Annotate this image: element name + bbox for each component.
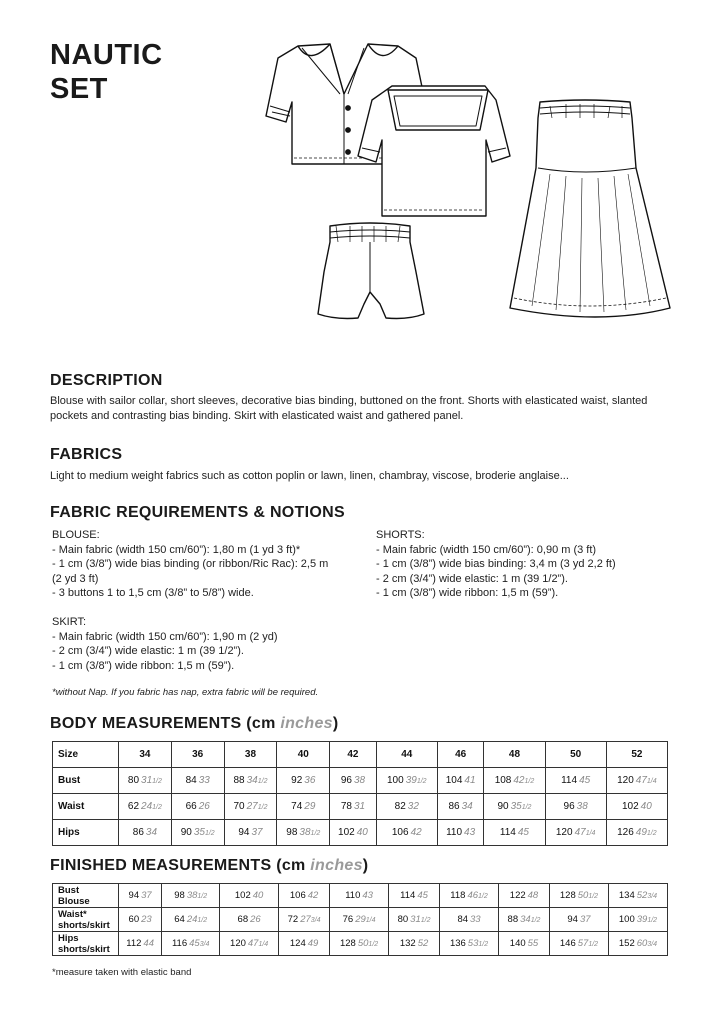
inch-value: 55: [527, 938, 539, 949]
garment-illustrations: [260, 36, 680, 346]
measurement-cell: [330, 884, 389, 908]
cm-value: 112: [126, 938, 142, 949]
measurement-cell: [277, 794, 330, 820]
inch-fraction: 1/2: [257, 778, 268, 785]
cm-value: 132: [399, 938, 416, 949]
measurement-cell: [440, 884, 499, 908]
finished-measurements-table: [52, 883, 668, 956]
measurement-cell: [220, 908, 279, 932]
cm-value: 126: [617, 827, 634, 838]
measurement-cell: [376, 768, 437, 794]
inch-value: 36: [304, 775, 316, 786]
inch-fraction: 1/2: [420, 917, 431, 924]
inch-value: 49: [307, 938, 319, 949]
blouse-line: - 3 buttons 1 to 1,5 cm (3/8” to 5/8”) wide.: [52, 587, 254, 599]
blouse-line: BLOUSE:: [52, 529, 100, 541]
measurement-cell: [606, 768, 667, 794]
blouse-requirements: [52, 528, 328, 601]
row-label-line: Waist*: [58, 908, 87, 920]
size-cell: 44: [376, 742, 437, 768]
measurement-cell: [279, 908, 330, 932]
measurement-cell: [606, 794, 667, 820]
measurement-cell: [279, 932, 330, 956]
measurement-cell: [330, 768, 377, 794]
inch-value: 31: [353, 801, 366, 812]
cm-value: 70: [233, 801, 245, 812]
title-line-1: NAUTIC: [50, 39, 163, 71]
measurement-cell: [119, 794, 172, 820]
table-row: [53, 932, 668, 956]
inch-fraction: 1/2: [257, 804, 268, 811]
inch-fraction: 1/2: [530, 917, 541, 924]
inch-value: 39: [405, 775, 417, 786]
size-cell: 40: [277, 742, 330, 768]
cm-value: 114: [499, 827, 516, 838]
cm-value: 88: [233, 775, 245, 786]
measurement-cell: [330, 908, 389, 932]
measurement-cell: [224, 820, 277, 846]
inch-fraction: 1/2: [152, 778, 162, 785]
measurement-cell: [162, 884, 220, 908]
measurement-cell: [119, 932, 162, 956]
inch-fraction: 3/4: [310, 917, 321, 924]
inch-value: 47: [247, 938, 259, 949]
cm-value: 140: [509, 938, 526, 949]
measurement-cell: [437, 768, 484, 794]
inch-value: 24: [141, 801, 153, 812]
cm-value: 152: [618, 938, 635, 949]
cm-value: 98: [286, 827, 298, 838]
inch-fraction: 1/2: [647, 917, 658, 924]
inch-value: 38: [576, 801, 588, 812]
finished-unit-cm: (cm: [276, 857, 306, 874]
cm-value: 82: [394, 801, 406, 812]
cm-value: 104: [445, 775, 463, 786]
cm-value: 146: [559, 938, 576, 949]
inch-value: 33: [470, 914, 481, 925]
measurement-cell: [279, 884, 330, 908]
cm-value: 100: [618, 914, 635, 925]
table-row: [53, 908, 668, 932]
inch-value: 38: [299, 827, 311, 838]
cm-value: 110: [345, 890, 361, 901]
shorts-requirements: [376, 528, 616, 601]
shorts-line: - Main fabric (width 150 cm/60”): 0,90 m (3 ft): [376, 543, 597, 556]
blouse-line: (2 yd 3 ft): [52, 572, 99, 585]
measurement-cell: [376, 820, 437, 846]
body-unit-inches: inches: [280, 715, 333, 732]
measurement-cell: [437, 794, 484, 820]
size-cell: 46: [437, 742, 484, 768]
inch-value: 26: [250, 914, 261, 925]
requirements-heading: FABRIC REQUIREMENTS & NOTIONS: [50, 504, 345, 521]
measurement-cell: [277, 768, 330, 794]
cm-value: 80: [127, 775, 140, 786]
row-label-line: shorts/skirt: [58, 919, 110, 931]
finished-footnote: *measure taken with elastic band: [52, 967, 192, 978]
inch-value: 34: [461, 801, 473, 812]
measurement-cell: [119, 768, 172, 794]
inch-value: 39: [636, 914, 648, 925]
skirt-drawing: [510, 100, 670, 317]
table-row: [53, 794, 668, 820]
skirt-requirements: [52, 615, 278, 673]
inch-fraction: 1/2: [478, 941, 489, 948]
body-unit-cm: (cm: [246, 715, 276, 732]
inch-value: 45: [417, 890, 428, 901]
measurement-cell: [119, 884, 162, 908]
cm-value: 88: [507, 914, 519, 925]
cm-value: 60: [128, 914, 140, 925]
inch-value: 45: [189, 938, 200, 949]
cm-value: 102: [338, 827, 355, 838]
inch-value: 40: [640, 801, 652, 812]
cm-value: 94: [567, 914, 578, 925]
size-label: Size: [53, 742, 119, 768]
size-cell: 48: [484, 742, 545, 768]
inch-value: 35: [193, 827, 205, 838]
measurement-cell: [545, 820, 606, 846]
cm-value: 102: [621, 801, 639, 812]
measurement-cell: [162, 908, 220, 932]
inch-fraction: 1/2: [197, 893, 208, 900]
measurement-cell: [550, 908, 609, 932]
blouse-back-drawing: [358, 86, 510, 216]
cm-value: 114: [400, 890, 416, 901]
cm-value: 94: [238, 827, 250, 838]
cm-value: 98: [174, 890, 185, 901]
inch-value: 53: [467, 938, 479, 949]
inch-value: 45: [579, 775, 591, 786]
measurement-cell: [499, 908, 550, 932]
measurement-cell: [171, 820, 224, 846]
pattern-title: [50, 38, 163, 106]
inch-value: 46: [467, 890, 479, 901]
inch-fraction: 1/4: [585, 830, 596, 837]
measurement-cell: [550, 932, 609, 956]
inch-value: 27: [246, 801, 258, 812]
inch-value: 41: [464, 775, 476, 786]
blouse-line: - 1 cm (3/8”) wide bias binding (or ribbon/Ric Rac): 2,5 m: [52, 558, 329, 570]
cm-value: 120: [555, 827, 573, 838]
inch-value: 50: [577, 890, 589, 901]
description-heading: DESCRIPTION: [50, 372, 163, 389]
table-row: [53, 768, 668, 794]
cm-value: 90: [180, 827, 192, 838]
skirt-line: - 1 cm (3/8”) wide ribbon: 1,5 m (59”).: [52, 659, 235, 672]
measurement-cell: [376, 794, 437, 820]
inch-value: 45: [517, 827, 529, 838]
inch-fraction: 1/2: [368, 941, 379, 948]
cm-value: 64: [174, 914, 185, 925]
shorts-line: SHORTS:: [376, 529, 425, 541]
measurement-cell: [330, 794, 377, 820]
measurement-cell: [545, 794, 606, 820]
inch-value: 23: [141, 914, 152, 925]
cm-value: 106: [391, 827, 409, 838]
cm-value: 86: [132, 827, 144, 838]
cm-value: 76: [342, 914, 354, 925]
body-unit-close: ): [332, 715, 339, 732]
inch-fraction: 1/2: [588, 941, 599, 948]
cm-value: 72: [287, 914, 299, 925]
cm-value: 102: [234, 890, 251, 901]
cm-value: 128: [339, 938, 356, 949]
cm-value: 94: [128, 890, 140, 901]
inch-fraction: 1/2: [478, 893, 488, 900]
measurement-cell: [330, 820, 377, 846]
inch-fraction: 3/4: [647, 893, 658, 900]
inch-fraction: 1/2: [152, 804, 162, 811]
cm-value: 96: [340, 775, 352, 786]
inch-value: 60: [636, 938, 648, 949]
inch-value: 26: [198, 801, 210, 812]
size-cell: 36: [171, 742, 224, 768]
inch-fraction: 1/4: [365, 917, 376, 924]
shorts-line: - 1 cm (3/8”) wide ribbon: 1,5 m (59”).: [376, 587, 559, 599]
size-cell: 50: [545, 742, 606, 768]
row-label-line: Blouse: [58, 895, 90, 907]
inch-value: 57: [577, 938, 589, 949]
cm-value: 90: [497, 801, 509, 812]
row-label: [53, 932, 119, 956]
measurement-cell: [499, 932, 550, 956]
measurement-cell: [119, 908, 162, 932]
inch-fraction: 1/2: [646, 830, 657, 837]
inch-value: 47: [574, 827, 586, 838]
description-text: Blouse with sailor collar, short sleeves, decorative bias binding, buttoned on the front. Shorts with elasticated waist, slanted pockets and contrasting bias binding. Skirt with elasticated waist and gathered panel.: [50, 395, 648, 422]
inch-fraction: 1/2: [524, 778, 535, 785]
measurement-cell: [608, 908, 667, 932]
size-cell: 52: [606, 742, 667, 768]
cm-value: 136: [449, 938, 466, 949]
measurement-cell: [389, 908, 440, 932]
inch-value: 42: [513, 775, 525, 786]
measurement-cell: [484, 794, 545, 820]
cm-value: 86: [448, 801, 460, 812]
row-label-line: Hips: [58, 932, 79, 944]
cm-value: 78: [340, 801, 352, 812]
cm-value: 68: [237, 914, 249, 925]
inch-value: 43: [464, 827, 476, 838]
cm-value: 124: [289, 938, 306, 949]
cm-value: 128: [559, 890, 576, 901]
fabrics-text: Light to medium weight fabrics such as cotton poplin or lawn, linen, chambray, viscose, broderie anglaise...: [50, 470, 569, 482]
inch-value: 38: [353, 775, 366, 786]
size-cell: 34: [119, 742, 172, 768]
inch-fraction: 1/2: [416, 778, 427, 785]
cm-value: 120: [230, 938, 246, 949]
measurement-cell: [171, 768, 224, 794]
measurement-cell: [119, 820, 172, 846]
measurement-cell: [224, 794, 277, 820]
inch-value: 38: [186, 890, 198, 901]
skirt-line: SKIRT:: [52, 616, 87, 628]
row-label-line: shorts/skirt: [58, 943, 110, 955]
inch-value: 24: [186, 914, 198, 925]
inch-value: 47: [635, 775, 647, 786]
measurement-cell: [545, 768, 606, 794]
size-cell: 42: [330, 742, 377, 768]
inch-value: 34: [520, 914, 531, 925]
inch-fraction: 1/4: [646, 778, 657, 785]
inch-value: 31: [410, 914, 421, 925]
size-cell: 38: [224, 742, 277, 768]
inch-fraction: 1/2: [197, 917, 208, 924]
measurement-cell: [440, 908, 499, 932]
inch-value: 27: [300, 914, 311, 925]
row-label-line: Bust: [58, 884, 80, 896]
row-label: Bust: [53, 768, 119, 794]
measurement-cell: [484, 768, 545, 794]
inch-value: 37: [141, 890, 152, 901]
measurement-cell: [484, 820, 545, 846]
body-heading-text: BODY MEASUREMENTS: [50, 715, 242, 732]
inch-value: 37: [251, 827, 263, 838]
shorts-line: - 2 cm (3/4”) wide elastic: 1 m (39 1/2”).: [376, 572, 568, 585]
title-line-2: SET: [50, 73, 108, 105]
cm-value: 118: [450, 890, 466, 901]
inch-value: 40: [252, 890, 264, 901]
inch-value: 44: [143, 938, 154, 949]
inch-value: 40: [356, 827, 368, 838]
inch-value: 52: [636, 890, 648, 901]
inch-fraction: 1/4: [258, 941, 269, 948]
row-label: [53, 884, 119, 908]
fabrics-heading: FABRICS: [50, 446, 123, 463]
measurement-cell: [330, 932, 389, 956]
inch-value: 42: [410, 827, 422, 838]
measurement-cell: [550, 884, 609, 908]
inch-value: 34: [145, 827, 158, 838]
cm-value: 116: [171, 938, 188, 949]
measurement-cell: [220, 932, 279, 956]
inch-value: 34: [246, 775, 258, 786]
measurement-cell: [162, 932, 220, 956]
inch-value: 42: [307, 890, 319, 901]
cm-value: 80: [397, 914, 409, 925]
inch-value: 48: [527, 890, 539, 901]
finished-unit-close: ): [362, 857, 369, 874]
measurement-cell: [608, 884, 667, 908]
inch-value: 50: [357, 938, 369, 949]
measurement-cell: [220, 884, 279, 908]
cm-value: 108: [494, 775, 512, 786]
measurement-cell: [499, 884, 550, 908]
inch-fraction: 3/4: [199, 941, 210, 948]
finished-heading-text: FINISHED MEASUREMENTS: [50, 857, 272, 874]
nap-note: *without Nap. If you fabric has nap, extra fabric will be required.: [52, 687, 319, 698]
inch-fraction: 1/2: [310, 830, 321, 837]
inch-fraction: 1/2: [521, 804, 532, 811]
cm-value: 100: [387, 775, 404, 786]
inch-value: 43: [362, 890, 373, 901]
cm-value: 134: [618, 890, 635, 901]
blouse-line: - Main fabric (width 150 cm/60”): 1,80 m (1 yd 3 ft)*: [52, 543, 301, 556]
cm-value: 84: [185, 775, 197, 786]
measurement-cell: [171, 794, 224, 820]
finished-measurements-heading: [50, 857, 368, 875]
cm-value: 84: [457, 914, 469, 925]
shorts-drawing: [318, 223, 424, 319]
cm-value: 66: [185, 801, 197, 812]
inch-fraction: 1/2: [204, 830, 215, 837]
measurement-cell: [389, 884, 440, 908]
cm-value: 110: [446, 827, 463, 838]
cm-value: 114: [561, 775, 578, 786]
inch-fraction: 3/4: [647, 941, 658, 948]
inch-value: 32: [407, 801, 419, 812]
measurement-cell: [608, 932, 667, 956]
inch-value: 37: [579, 914, 591, 925]
shorts-line: - 1 cm (3/8”) wide bias binding: 3,4 m (3 yd 2,2 ft): [376, 558, 616, 570]
table-row: [53, 884, 668, 908]
row-label: Hips: [53, 820, 119, 846]
measurement-cell: [224, 768, 277, 794]
measurement-cell: [606, 820, 667, 846]
body-measurements-table: [52, 741, 668, 846]
row-label: [53, 908, 119, 932]
cm-value: 74: [291, 801, 303, 812]
finished-unit-inches: inches: [310, 857, 363, 874]
measurement-cell: [277, 820, 330, 846]
measurement-cell: [440, 932, 499, 956]
cm-value: 122: [509, 890, 526, 901]
cm-value: 96: [563, 801, 575, 812]
table-row: [53, 820, 668, 846]
cm-value: 92: [291, 775, 303, 786]
table-row: [53, 742, 668, 768]
row-label: Waist: [53, 794, 119, 820]
body-measurements-heading: [50, 715, 339, 733]
inch-value: 49: [635, 827, 647, 838]
skirt-line: - 2 cm (3/4”) wide elastic: 1 m (39 1/2”).: [52, 645, 244, 657]
inch-fraction: 1/2: [588, 893, 599, 900]
inch-value: 35: [510, 801, 522, 812]
cm-value: 106: [289, 890, 306, 901]
cm-value: 120: [617, 775, 634, 786]
inch-value: 33: [198, 775, 210, 786]
inch-value: 52: [417, 938, 429, 949]
inch-value: 29: [304, 801, 316, 812]
measurement-cell: [389, 932, 440, 956]
measurement-cell: [437, 820, 484, 846]
inch-value: 29: [355, 914, 366, 925]
inch-value: 31: [141, 775, 153, 786]
skirt-line: - Main fabric (width 150 cm/60”): 1,90 m (2 yd): [52, 630, 278, 643]
cm-value: 62: [127, 801, 140, 812]
